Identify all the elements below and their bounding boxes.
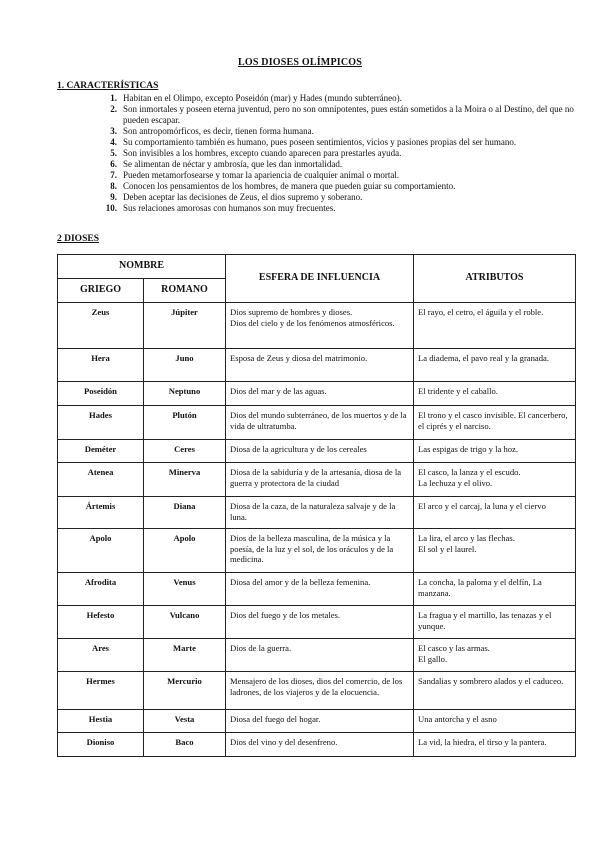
roman-name: Venus bbox=[144, 573, 226, 606]
item-text: Su comportamiento también es humano, pues poseen sentimientos, vicios y pasiones propias del ser humano. bbox=[123, 137, 517, 147]
item-number: 4. bbox=[110, 137, 117, 147]
greek-name: Dioniso bbox=[58, 733, 144, 757]
item-text: Pueden metamorfosearse y tomar la apariencia de cualquier animal o mortal. bbox=[123, 170, 400, 180]
greek-name: Apolo bbox=[58, 529, 144, 573]
table-row bbox=[58, 497, 576, 529]
roman-name: Marte bbox=[144, 639, 226, 672]
header-atributos: ATRIBUTOS bbox=[414, 255, 576, 303]
attributes: El rayo, el cetro, el águila y el roble. bbox=[414, 303, 576, 349]
roman-name: Baco bbox=[144, 733, 226, 757]
sphere-of-influence: Dios supremo de hombres y dioses. Dios del cielo y de los fenómenos atmosféricos. bbox=[226, 303, 414, 349]
table-row bbox=[58, 573, 576, 606]
attributes: La lira, el arco y las flechas. El sol y el laurel. bbox=[414, 529, 576, 573]
characteristic-item bbox=[57, 170, 577, 181]
item-text: Habitan en el Olimpo, excepto Poseidón (mar) y Hades (mundo subterráneo). bbox=[123, 93, 402, 103]
attributes: La concha, la paloma y el delfín, La manzana. bbox=[414, 573, 576, 606]
item-text: Son invisibles a los hombres, excepto cuando aparecen para prestarles ayuda. bbox=[123, 148, 402, 158]
greek-name: Ares bbox=[58, 639, 144, 672]
table-row bbox=[58, 463, 576, 497]
section-heading-caracteristicas: 1. CARACTERÍSTICAS bbox=[57, 81, 159, 91]
table-row bbox=[58, 733, 576, 757]
header-romano: ROMANO bbox=[144, 279, 226, 303]
characteristic-item bbox=[57, 126, 577, 137]
characteristic-item bbox=[57, 192, 577, 203]
table-row bbox=[58, 710, 576, 733]
table-row bbox=[58, 382, 576, 406]
attributes: La vid, la hiedra, el tirso y la pantera. bbox=[414, 733, 576, 757]
item-text: Son antropomórficos, es decir, tienen forma humana. bbox=[123, 126, 314, 136]
header-nombre: NOMBRE bbox=[58, 255, 226, 279]
roman-name: Mercurio bbox=[144, 672, 226, 710]
item-number: 9. bbox=[110, 192, 117, 202]
roman-name: Neptuno bbox=[144, 382, 226, 406]
sphere-of-influence: Dios de la belleza masculina, de la música y la poesía, de la luz y el sol, de los oráculos y de la medicina. bbox=[226, 529, 414, 573]
section-heading-dioses: 2 DIOSES bbox=[57, 234, 99, 244]
greek-name: Hera bbox=[58, 349, 144, 382]
attributes: La fragua y el martillo, las tenazas y el yunque. bbox=[414, 606, 576, 639]
attributes: La diadema, el pavo real y la granada. bbox=[414, 349, 576, 382]
sphere-of-influence: Dios del mar y de las aguas. bbox=[226, 382, 414, 406]
roman-name: Plutón bbox=[144, 406, 226, 440]
sphere-of-influence: Diosa del fuego del hogar. bbox=[226, 710, 414, 733]
attributes: El trono y el casco invisible. El cancerbero, el ciprés y el narciso. bbox=[414, 406, 576, 440]
item-text: Deben aceptar las decisiones de Zeus, el dios supremo y soberano. bbox=[123, 192, 363, 202]
item-number: 2. bbox=[110, 104, 117, 114]
greek-name: Hades bbox=[58, 406, 144, 440]
characteristic-item bbox=[57, 148, 577, 159]
roman-name: Juno bbox=[144, 349, 226, 382]
roman-name: Vulcano bbox=[144, 606, 226, 639]
table-row bbox=[58, 349, 576, 382]
sphere-of-influence: Diosa de la sabiduría y de la artesanía, diosa de la guerra y protectora de la ciudad bbox=[226, 463, 414, 497]
roman-name: Vesta bbox=[144, 710, 226, 733]
attributes: Las espigas de trigo y la hoz. bbox=[414, 440, 576, 463]
sphere-of-influence: Dios de la guerra. bbox=[226, 639, 414, 672]
item-text: Son inmortales y poseen eterna juventud, pero no son omnipotentes, pues están sometidos a la Moira o al Destino, del que no pueden escapar. bbox=[123, 104, 574, 125]
item-text: Se alimentan de néctar y ambrosía, que les dan inmortalidad. bbox=[123, 159, 343, 169]
header-griego: GRIEGO bbox=[58, 279, 144, 303]
item-number: 5. bbox=[110, 148, 117, 158]
attributes: El casco, la lanza y el escudo. La lechuza y el olivo. bbox=[414, 463, 576, 497]
table-row bbox=[58, 440, 576, 463]
greek-name: Poseidón bbox=[58, 382, 144, 406]
greek-name: Hestia bbox=[58, 710, 144, 733]
sphere-of-influence: Mensajero de los dioses, dios del comercio, de los ladrones, de los viajeros y de la elocuencia. bbox=[226, 672, 414, 710]
roman-name: Diana bbox=[144, 497, 226, 529]
characteristics-list bbox=[57, 93, 577, 214]
sphere-of-influence: Dios del mundo subterráneo, de los muertos y de la vida de ultratumba. bbox=[226, 406, 414, 440]
characteristic-item bbox=[57, 159, 577, 170]
gods-table bbox=[57, 254, 576, 757]
table-row bbox=[58, 606, 576, 639]
item-number: 1. bbox=[110, 93, 117, 103]
roman-name: Júpiter bbox=[144, 303, 226, 349]
greek-name: Ártemis bbox=[58, 497, 144, 529]
greek-name: Zeus bbox=[58, 303, 144, 349]
header-esfera: ESFERA DE INFLUENCIA bbox=[226, 255, 414, 303]
characteristic-item bbox=[57, 203, 577, 214]
sphere-of-influence: Esposa de Zeus y diosa del matrimonio. bbox=[226, 349, 414, 382]
item-text: Conocen los pensamientos de los hombres, de manera que pueden guiar su comportamiento. bbox=[123, 181, 456, 191]
item-number: 3. bbox=[110, 126, 117, 136]
item-number: 8. bbox=[110, 181, 117, 191]
greek-name: Hermes bbox=[58, 672, 144, 710]
table-row bbox=[58, 406, 576, 440]
sphere-of-influence: Dios del vino y del desenfreno. bbox=[226, 733, 414, 757]
attributes: Sandalias y sombrero alados y el caduceo. bbox=[414, 672, 576, 710]
table-row bbox=[58, 529, 576, 573]
characteristic-item bbox=[57, 104, 577, 126]
sphere-of-influence: Diosa del amor y de la belleza femenina. bbox=[226, 573, 414, 606]
item-text: Sus relaciones amorosas con humanos son muy frecuentes. bbox=[123, 203, 336, 213]
sphere-of-influence: Diosa de la caza, de la naturaleza salvaje y de la luna. bbox=[226, 497, 414, 529]
item-number: 10. bbox=[105, 203, 117, 213]
table-row bbox=[58, 672, 576, 710]
sphere-of-influence: Diosa de la agricultura y de los cereales bbox=[226, 440, 414, 463]
attributes: El casco y las armas. El gallo. bbox=[414, 639, 576, 672]
table-row bbox=[58, 639, 576, 672]
document-title: LOS DIOSES OLÍMPICOS bbox=[237, 57, 363, 68]
roman-name: Ceres bbox=[144, 440, 226, 463]
greek-name: Hefesto bbox=[58, 606, 144, 639]
greek-name: Deméter bbox=[58, 440, 144, 463]
roman-name: Apolo bbox=[144, 529, 226, 573]
attributes: El tridente y el caballo. bbox=[414, 382, 576, 406]
characteristic-item bbox=[57, 137, 577, 148]
table-row bbox=[58, 303, 576, 349]
greek-name: Atenea bbox=[58, 463, 144, 497]
sphere-of-influence: Dios del fuego y de los metales. bbox=[226, 606, 414, 639]
attributes: Una antorcha y el asno bbox=[414, 710, 576, 733]
greek-name: Afrodita bbox=[58, 573, 144, 606]
attributes: El arco y el carcaj, la luna y el ciervo bbox=[414, 497, 576, 529]
item-number: 7. bbox=[110, 170, 117, 180]
item-number: 6. bbox=[110, 159, 117, 169]
roman-name: Minerva bbox=[144, 463, 226, 497]
characteristic-item bbox=[57, 181, 577, 192]
characteristic-item bbox=[57, 93, 577, 104]
